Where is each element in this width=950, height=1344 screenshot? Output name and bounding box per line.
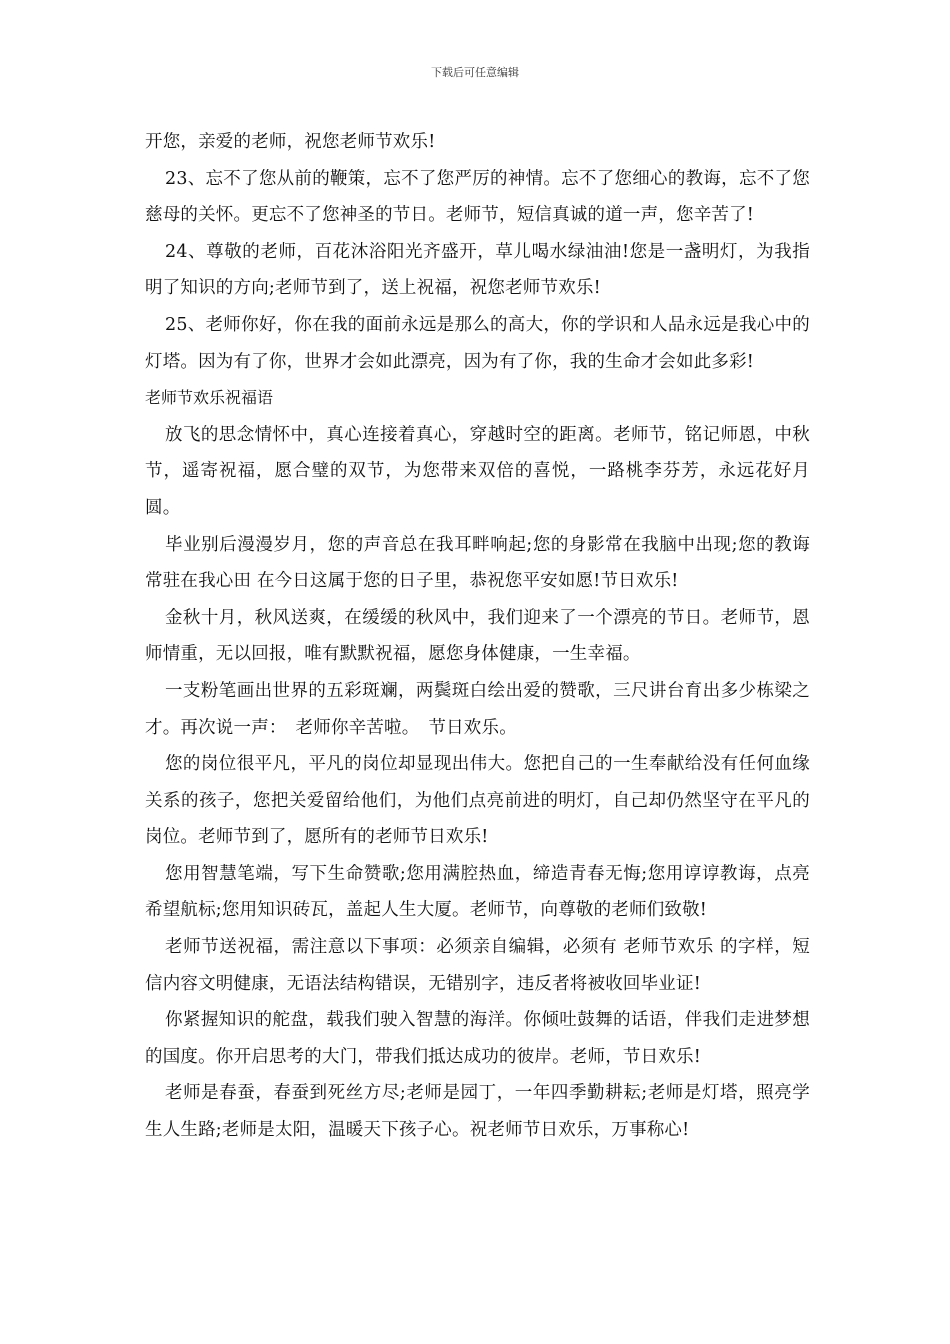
section-paragraph: 老师是春蚕，春蚕到死丝方尽;老师是园丁，一年四季勤耕耘;老师是灯塔，照亮学生人生路;老师是太阳，温暖天下孩子心。祝老师节日欢乐，万事称心! [145,1083,810,1141]
paragraph-23: 23、忘不了您从前的鞭策，忘不了您严厉的神情。忘不了您细心的教诲，忘不了您慈母的关怀。更忘不了您神圣的节日。老师节，短信真诚的道一声，您辛苦了! [145,168,810,226]
section-paragraph: 您用智慧笔端，写下生命赞歌;您用满腔热血，缔造青春无悔;您用谆谆教诲，点亮希望航标;您用知识砖瓦，盖起人生大厦。老师节，向尊敬的老师们致敬! [145,863,810,921]
paragraph-24: 24、尊敬的老师，百花沐浴阳光齐盛开，草儿喝水绿油油!您是一盏明灯，为我指明了知识的方向;老师节到了，送上祝福，祝您老师节欢乐! [145,241,810,299]
section-paragraph: 您的岗位很平凡，平凡的岗位却显现出伟大。您把自己的一生奉献给没有任何血缘关系的孩子，您把关爱留给他们，为他们点亮前进的明灯，自己却仍然坚守在平凡的岗位。老师节到了，愿所有的老师节日欢乐! [145,754,810,848]
section-paragraph: 金秋十月，秋风送爽，在缓缓的秋风中，我们迎来了一个漂亮的节日。老师节，恩师情重，无以回报，唯有默默祝福，愿您身体健康，一生幸福。 [145,607,810,665]
section-paragraph: 放飞的思念情怀中，真心连接着真心，穿越时空的距离。老师节，铭记师恩，中秋节，遥寄祝福，愿合璧的双节，为您带来双倍的喜悦，一路桃李芬芳，永远花好月圆。 [145,424,810,518]
section-paragraph: 你紧握知识的舵盘，载我们驶入智慧的海洋。你倾吐鼓舞的话语，伴我们走进梦想的国度。你开启思考的大门，带我们抵达成功的彼岸。老师，节日欢乐! [145,1010,810,1067]
page-header: 下载后可任意编辑 [431,66,519,79]
section-title: 老师节欢乐祝福语 [145,388,274,408]
paragraph-continuation: 开您，亲爱的老师，祝您老师节欢乐! [145,132,436,152]
section-paragraph: 老师节送祝福，需注意以下事项：必须亲自编辑，必须有 老师节欢乐 的字样，短信内容文明健康，无语法结构错误，无错别字，违反者将被收回毕业证! [145,937,810,994]
section-paragraph: 一支粉笔画出世界的五彩斑斓，两鬓斑白绘出爱的赞歌，三尺讲台育出多少栋梁之才。再次说一声： 老师你辛苦啦。 节日欢乐。 [145,680,810,738]
paragraph-25: 25、老师你好，你在我的面前永远是那么的高大，你的学识和人品永远是我心中的灯塔。因为有了你，世界才会如此漂亮，因为有了你，我的生命才会如此多彩! [145,314,810,372]
section-paragraph: 毕业别后漫漫岁月，您的声音总在我耳畔响起;您的身影常在我脑中出现;您的教诲常驻在我心田 在今日这属于您的日子里，恭祝您平安如愿!节日欢乐! [145,534,810,592]
document-body [145,124,810,1149]
